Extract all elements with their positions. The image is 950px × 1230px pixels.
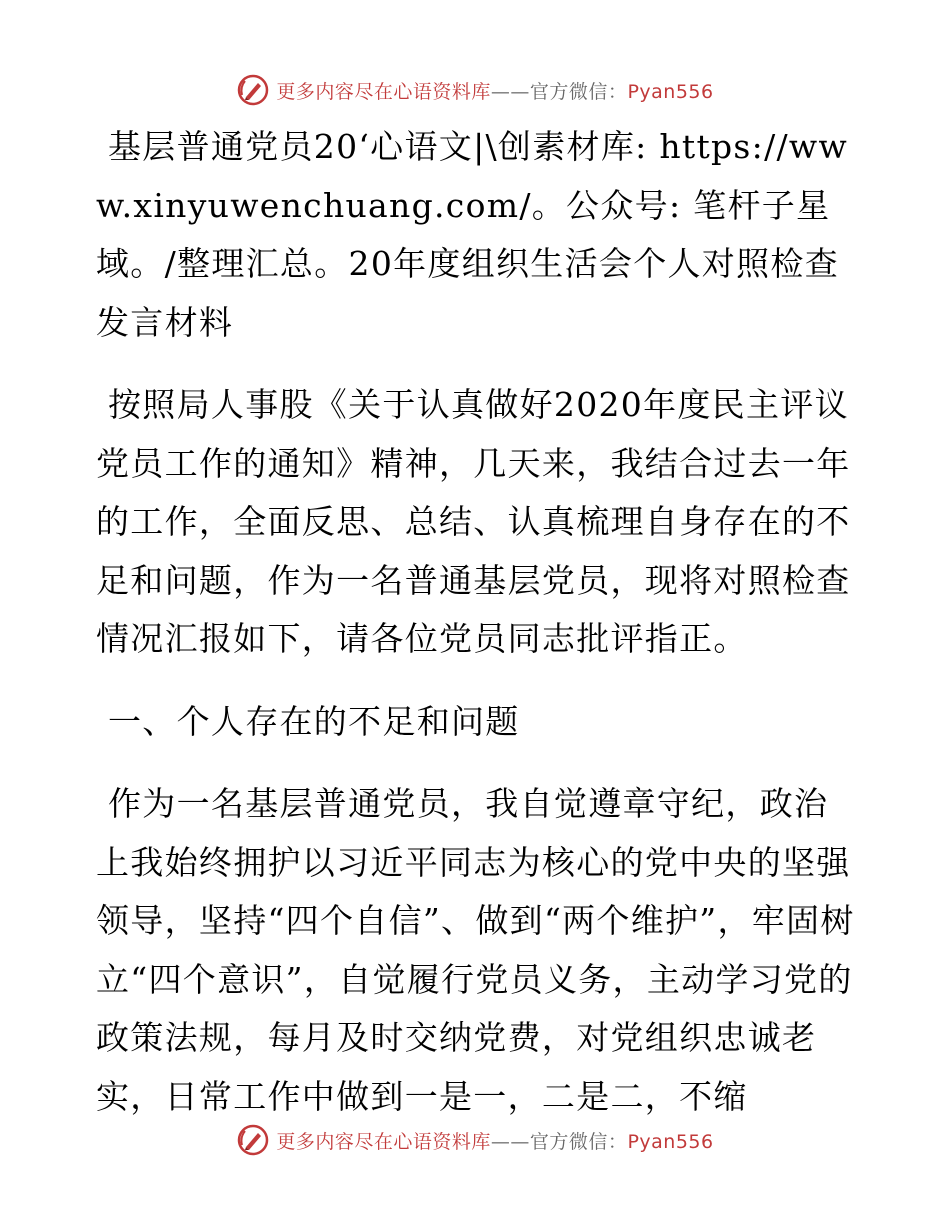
watermark-separator: —— xyxy=(490,80,530,103)
watermark-header xyxy=(0,70,950,110)
watermark-separator: —— xyxy=(490,1130,530,1153)
document-body xyxy=(96,118,856,1126)
pen-circle-icon xyxy=(236,1123,270,1157)
watermark-group xyxy=(236,1123,713,1157)
watermark-footer xyxy=(0,1120,950,1160)
paragraph-title: 基层普通党员20‘心语文|\创素材库: https://www.xinyuwenchuang.com/。公众号: 笔杆子星域。/整理汇总。20年度组织生活会个人对照检查发言材料 xyxy=(96,127,849,342)
watermark-group xyxy=(236,73,713,107)
watermark-label: 官方微信： xyxy=(529,80,628,103)
watermark-brand: 更多内容尽在心语资料库 xyxy=(276,1130,491,1153)
paragraph-intro: 按照局人事股《关于认真做好2020年度民主评议党员工作的通知》精神，几天来，我结合过去一年的工作，全面反思、总结、认真梳理自身存在的不足和问题，作为一名普通基层党员，现将对照检查情况汇报如下，请各位党员同志批评指正。 xyxy=(96,385,851,658)
paragraph-body: 作为一名基层普通党员，我自觉遵章守纪，政治上我始终拥护以习近平同志为核心的党中央的坚强领导，坚持“四个自信”、做到“两个维护”，牢固树立“四个意识”，自觉履行党员义务，主动学习党的政策法规，每月及时交纳党费，对党组织忠诚老实，日常工作中做到一是一，二是二，不缩 xyxy=(96,784,855,1116)
watermark-brand: 更多内容尽在心语资料库 xyxy=(276,80,491,103)
watermark-wechat-id: Pyan556 xyxy=(627,1130,714,1153)
watermark-wechat-id: Pyan556 xyxy=(627,80,714,103)
section-heading: 一、个人存在的不足和问题 xyxy=(108,701,520,741)
pen-circle-icon xyxy=(236,73,270,107)
watermark-text xyxy=(276,1127,713,1154)
watermark-text xyxy=(276,77,713,104)
watermark-label: 官方微信： xyxy=(529,1130,628,1153)
